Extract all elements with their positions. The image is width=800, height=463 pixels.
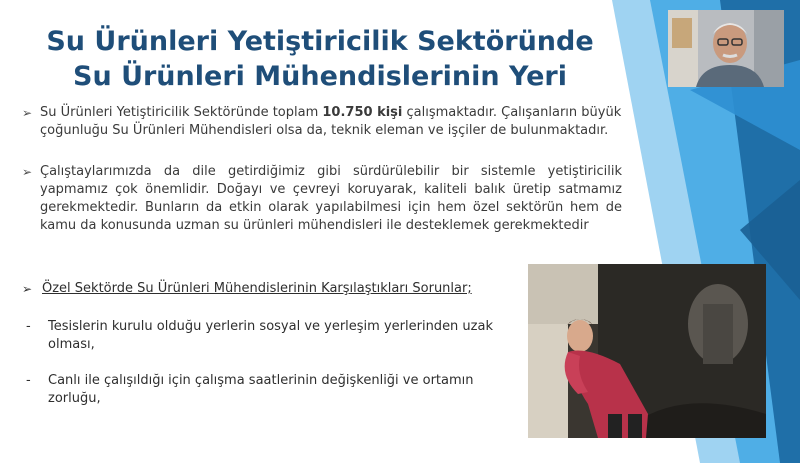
slide-title [30, 24, 610, 94]
list-item [26, 372, 506, 408]
problems-subheading-text: Özel Sektörde Su Ürünleri Mühendislerinin Karşılaştıkları Sorunlar; [42, 281, 472, 296]
dash-bullet: - [26, 373, 31, 388]
worker-photo-image [528, 264, 766, 438]
paragraph-1-after: çalışmaktadır. Çalışanların büyük çoğunluğu Su Ürünleri Mühendisleri olsa da, teknik eleman ve işçiler de bulunmaktadır. [40, 105, 622, 138]
fish-farm-photo [528, 264, 766, 438]
list-item [26, 318, 506, 354]
arrow-bullet-icon: ➢ [22, 282, 33, 296]
problems-subheading [22, 280, 502, 298]
slide-title-line-1: Su Ürünleri Yetiştiricilik Sektöründe [46, 26, 594, 57]
paragraph-1-text [40, 104, 622, 140]
slide-title-line-2: Su Ürünleri Mühendislerinin Yeri [73, 61, 567, 92]
arrow-bullet-icon: ➢ [22, 106, 33, 120]
paragraph-1-before: Su Ürünleri Yetiştiricilik Sektöründe toplam [40, 105, 323, 120]
presenter-video-image [668, 10, 784, 87]
paragraph-1-bold: 10.750 kişi [322, 105, 403, 120]
list-item-text: Canlı ile çalışıldığı için çalışma saatlerinin değişkenliği ve ortamın zorluğu, [48, 373, 474, 406]
dash-bullet: - [26, 319, 31, 334]
paragraph-2-text: Çalıştaylarımızda da dile getirdiğimiz gibi sürdürülebilir bir sistemle yetiştiricilik yapmamız çok önemlidir. Doğayı ve çevreyi koruyarak, kaliteli balık üretip satmamız gerekmektedir. Bunların da etkin olarak yapılabilmesi için hem özel sektörün hem de kamu da konusunda uzman su ürünleri mühendisleri ile desteklemek gerekmektedir [40, 164, 622, 233]
arrow-bullet-icon: ➢ [22, 165, 33, 179]
list-item-text: Tesislerin kurulu olduğu yerlerin sosyal ve yerleşim yerlerinden uzak olması, [48, 319, 493, 352]
bullet-paragraph-1 [22, 104, 622, 140]
webcam-video-feed [668, 10, 784, 87]
bullet-paragraph-2 [22, 163, 622, 235]
